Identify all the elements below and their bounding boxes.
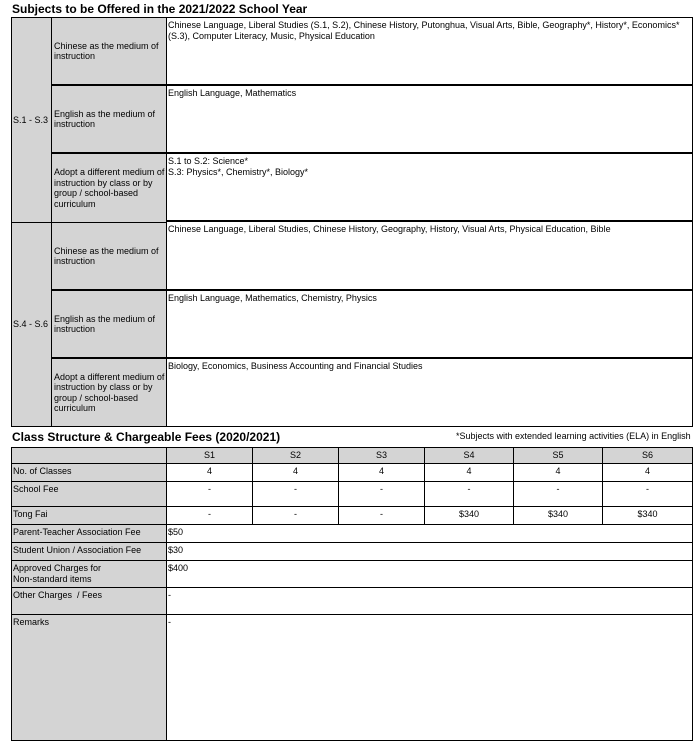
- fee-value: $50: [167, 525, 693, 543]
- fee-value: -: [339, 482, 425, 507]
- subjects-cell: [167, 222, 693, 291]
- fee-value: 4: [339, 464, 425, 482]
- medium-cell: [52, 359, 167, 427]
- medium-cell: [52, 154, 167, 222]
- medium-label: English as the medium of instruction: [54, 313, 156, 334]
- fee-row-label: No. of Classes: [11, 464, 167, 482]
- fee-value: $340: [603, 507, 693, 525]
- medium-label: Adopt a different medium of instruction by class or by group / school-based curriculum: [54, 371, 165, 413]
- subjects-cell: [167, 154, 693, 222]
- fee-row-label-line: Approved Charges for: [13, 563, 102, 573]
- medium-label: Chinese as the medium of instruction: [54, 245, 159, 266]
- medium-cell: [52, 222, 167, 291]
- level-label: S.4 - S.6: [13, 319, 49, 329]
- level-cell-s4-s6: [11, 222, 52, 427]
- fees-section-title: Class Structure & Chargeable Fees (2020/2021): [12, 430, 281, 444]
- subjects-text: English Language, Mathematics: [168, 88, 297, 98]
- fee-value: -: [514, 482, 603, 507]
- fee-row-label: Parent-Teacher Association Fee: [11, 525, 167, 543]
- subjects-cell: [167, 86, 693, 154]
- column-header-s4: S4: [425, 447, 514, 464]
- medium-label: Adopt a different medium of instruction by class or by group / school-based curriculum: [54, 167, 165, 209]
- column-header-s1: S1: [167, 447, 253, 464]
- column-header-s2: S2: [253, 447, 339, 464]
- fee-value: -: [603, 482, 693, 507]
- fee-value: -: [425, 482, 514, 507]
- subjects-text: S.3: Physics*, Chemistry*, Biology*: [168, 167, 309, 177]
- fee-value: 4: [514, 464, 603, 482]
- remarks-value: -: [167, 615, 693, 741]
- subjects-text: English Language, Mathematics, Chemistry, Physics: [168, 293, 377, 303]
- fee-row-label: [11, 561, 167, 588]
- medium-cell: [52, 17, 167, 86]
- subjects-cell: [167, 17, 693, 86]
- level-label: S.1 - S.3: [13, 114, 49, 125]
- fee-value: -: [253, 482, 339, 507]
- fee-value: 4: [167, 464, 253, 482]
- medium-label: English as the medium of instruction: [54, 108, 156, 129]
- fee-row-label: School Fee: [11, 482, 167, 507]
- ela-footnote: *Subjects with extended learning activities (ELA) in English: [456, 431, 691, 441]
- subjects-section-title: Subjects to be Offered in the 2021/2022 School Year: [12, 2, 308, 16]
- column-header-s3: S3: [339, 447, 425, 464]
- fee-value: $30: [167, 543, 693, 561]
- medium-cell: [52, 291, 167, 359]
- fee-value: -: [253, 507, 339, 525]
- fee-value: $400: [167, 561, 693, 588]
- fees-header-corner: [11, 447, 167, 464]
- fee-value: $340: [425, 507, 514, 525]
- column-header-s6: S6: [603, 447, 693, 464]
- medium-cell: [52, 86, 167, 154]
- fee-value: 4: [603, 464, 693, 482]
- fee-value: 4: [425, 464, 514, 482]
- subjects-text: Chinese Language, Liberal Studies (S.1, S.2), Chinese History, Putonghua, Visual Arts, Bible, Geography*, History*, Economics* (S.3), Computer Literacy, Music, Physical Education: [168, 20, 680, 41]
- fee-row-label: Student Union / Association Fee: [11, 543, 167, 561]
- fee-value: $340: [514, 507, 603, 525]
- subjects-cell: [167, 359, 693, 427]
- column-header-s5: S5: [514, 447, 603, 464]
- fee-row-label-line: Non-standard items: [13, 574, 92, 584]
- fee-value: -: [339, 507, 425, 525]
- level-cell-s1-s3: [11, 17, 52, 222]
- fee-row-label: Remarks: [11, 615, 167, 741]
- subjects-text: Biology, Economics, Business Accounting and Financial Studies: [168, 361, 423, 371]
- fee-value: -: [167, 588, 693, 615]
- subjects-text: Chinese Language, Liberal Studies, Chinese History, Geography, History, Visual Arts, Physical Education, Bible: [168, 224, 611, 234]
- fee-value: 4: [253, 464, 339, 482]
- fee-row-label: Tong Fai: [11, 507, 167, 525]
- subjects-cell: [167, 291, 693, 359]
- fee-value: -: [167, 507, 253, 525]
- subjects-text: S.1 to S.2: Science*: [168, 156, 249, 166]
- medium-label: Chinese as the medium of instruction: [54, 40, 159, 61]
- fee-value: -: [167, 482, 253, 507]
- fee-row-label: Other Charges / Fees: [11, 588, 167, 615]
